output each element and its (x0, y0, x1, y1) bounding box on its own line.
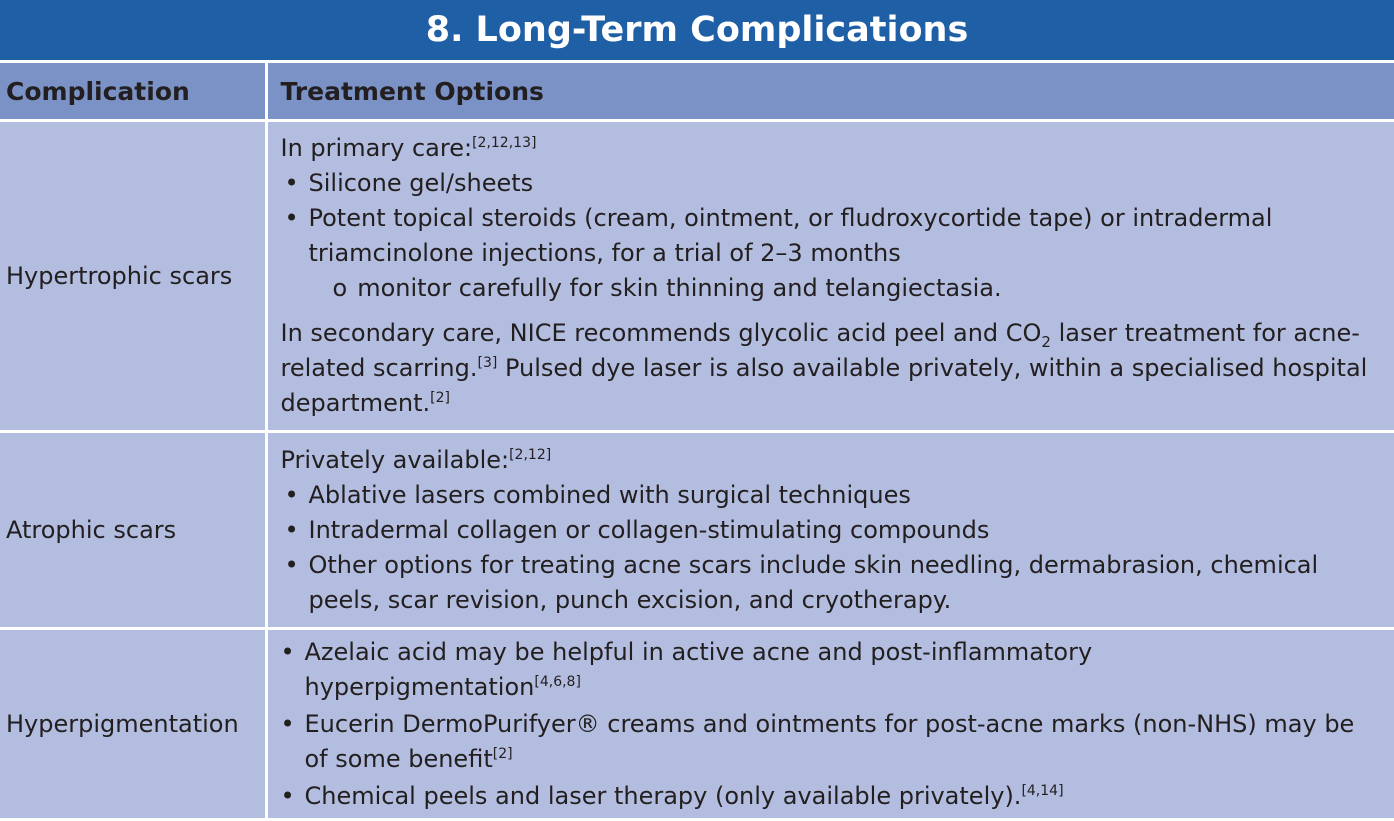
list-item: • Eucerin DermoPurifyer® creams and ointments for post-acne marks (non-NHS) may be of some benefit[2] (280, 709, 1355, 773)
treatment-list (281, 635, 1375, 814)
list-item: • Potent topical steroids (cream, ointment, or fludroxycortide tape) or intradermal triamcinolone injections, for a trial of 2–3 months (284, 204, 1273, 267)
list-item: • Other options for treating acne scars include skin needling, dermabrasion, chemical peels, scar revision, punch excision, and cryotherapy. (284, 550, 1319, 614)
complication-cell: Atrophic scars (0, 432, 266, 629)
treatment-list (281, 478, 1375, 618)
list-item: • Intradermal collagen or collagen-stimulating compounds (284, 515, 990, 544)
complication-cell: Hypertrophic scars (0, 121, 266, 432)
list-item: • Azelaic acid may be helpful in active acne and post-inflammatory hyperpigmentation[4,6,8] (280, 637, 1093, 701)
list-item: • Chemical peels and laser therapy (only available privately).[4,14] (280, 781, 1064, 810)
table-row (0, 121, 1394, 432)
reference: [2,12,13] (472, 135, 537, 151)
reference: [2] (430, 390, 450, 406)
treatment-cell (266, 121, 1394, 432)
table-header-row (0, 62, 1394, 121)
page-title: 8. Long-Term Complications (0, 0, 1394, 60)
treatment-intro: In primary care:[2,12,13] (280, 134, 537, 162)
complication-cell: Hyperpigmentation (0, 629, 266, 819)
reference: [2,12] (509, 446, 552, 463)
treatment-cell (266, 432, 1394, 629)
list-item: • Silicone gel/sheets (284, 169, 534, 197)
treatment-list (281, 166, 1375, 271)
treatment-paragraph: In secondary care, NICE recommends glycolic acid peel and $CO_2$ laser treatment for acne-related scarring.[3] Pulsed dye laser is also available privately, within a specialised hospital department.[2] (280, 319, 1368, 417)
treatment-cell (266, 629, 1394, 819)
table-row (0, 629, 1394, 819)
list-item: • Ablative lasers combined with surgical techniques (284, 480, 911, 509)
reference: [4,14] (1021, 782, 1064, 799)
reference: [4,6,8] (534, 673, 581, 690)
complications-table (0, 60, 1394, 818)
reference: [3] (477, 355, 498, 371)
sub-list-item: o monitor carefully for skin thinning and telangiectasia. (332, 274, 1002, 302)
reference: [2] (492, 745, 513, 762)
column-header-treatment: Treatment Options (266, 62, 1394, 121)
table-row (0, 432, 1394, 629)
treatment-intro: Privately available:[2,12] (280, 445, 552, 474)
column-header-complication: Complication (0, 62, 266, 121)
